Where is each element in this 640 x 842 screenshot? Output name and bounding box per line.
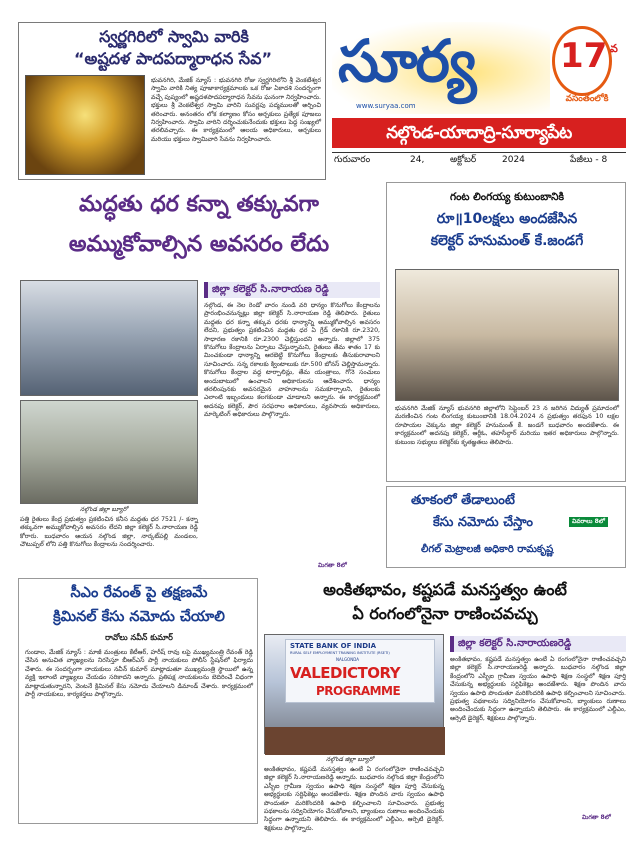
story-msp-body-bottom: పత్తి రైతులు కేంద్ర ప్రభుత్వం ప్రకటించిన కనీస మద్దతు ధర 7521 /- కన్నా తక్కువగా అమ్ముకోవాల్సిన అవసరం లేదని జిల్లా కలెక్టర్ సి.నారాయణ రెడ్డి కోరారు. బుధవారం ఆయన నల్గొండ జిల్లా, నార్కట్‌పల్లి మండలం, చౌటుప్పల్ లోని పత్తి కొనుగోలు కేంద్రాలను సందర్శించారు.: [20, 516, 198, 549]
story-dedication-body-left: అంకితభావం, కష్టపడే మనస్తత్వం ఉంటే ఏ రంగంలోనైనా రాణించవచ్చని జిల్లా కలెక్టర్ సి.నారాయణరెడ్డి అన్నారు. బుధవారం నల్గొండ జిల్లా కేంద్రంలోని ఎస్బీఐ గ్రామీణ స్వయం ఉపాధి శిక్షణ సంస్థలో శిక్షణ పూర్తి చేసుకున్న అభ్యర్థులకు సర్టిఫికెట్లు అందజేశారు. శిక్షణ పొందిన వారు స్వయం ఉపాధి పొందుతూ మరికొందరికి ఉపాధి కల్పించాలని సూచించారు. ప్రభుత్వ పథకాలను సద్వినియోగం చేసుకోవాలని, బ్యాంకులు రుణాలు అందించేందుకు సిద్ధంగా ఉన్నాయని తెలిపారు. ఈ కార్యక్రమంలో ఎల్డీఎం, ఆర్సెటి డైరెక్టర్, శిక్షకులు పాల్గొన్నారు.: [264, 766, 444, 832]
story-cheque-headline-3: కలెక్టర్ హనుమంత్ కే.జండగే: [430, 233, 584, 249]
anniversary-badge: [552, 26, 624, 112]
story-msp-headline-1: మద్ధతు ధర కన్నా తక్కువగా: [79, 192, 319, 217]
story-msp-body: నల్గొండ, ఈ నెల రెండో వారం నుండి వరి ధాన్యం కొనుగోలు కేంద్రాలను ప్రారంభించనున్నట్లు జిల్లా కలెక్టర్ సి.నారాయణ రెడ్డి తెలిపారు. రైతులు మద్దతు ధర కన్నా తక్కువ ధరకు ధాన్యాన్ని అమ్ముకోవాల్సిన అవసరం లేదని, ప్రభుత్వం ప్రకటించిన మద్దతు ధర ఏ గ్రేడ్ రకానికి రూ.2320, సాధారణ రకానికి రూ.2300 చెల్లిస్తుందని అన్నారు. జిల్లాలో 375 కొనుగోలు కేంద్రాలను ఏర్పాటు చేస్తున్నామని, రైతులు తేమ శాతం 17 కు మించకుండా ధాన్యాన్ని ఆరబెట్టి కొనుగోలు కేంద్రాలకు తీసుకురావాలని సూచించారు. సన్న రకాలకు క్వింటాలుకు రూ.500 బోనస్ చెల్లిస్తామన్నారు. కొనుగోలు కేంద్రాల వద్ద టార్పాలిన్లు, తేమ యంత్రాలు, గోనె సంచులు అందుబాటులో ఉంచాలని అధికారులను ఆదేశించారు. ధాన్యం తరలింపునకు అవసరమైన వాహనాలను సమకూర్చాలని, రైతులకు ఎలాంటి ఇబ్బందులు కలగకుండా చూడాలని అన్నారు. ఈ కార్యక్రమంలో అదనపు కలెక్టర్, పౌర సరఫరాల అధికారులు, వ్యవసాయ అధికారులు, మార్కెటింగ్ అధికారులు పాల్గొన్నారు.: [204, 302, 380, 419]
story-cm-byline: రావోలు నవీన్ కుమార్: [105, 633, 173, 642]
anniversary-text: వసంతంలోకి: [565, 94, 609, 104]
story-dedication-body: అంకితభావం, కష్టపడే మనస్తత్వం ఉంటే ఏ రంగంలోనైనా రాణించవచ్చని జిల్లా కలెక్టర్ సి.నారాయణరెడ్డి అన్నారు. బుధవారం నల్గొండ జిల్లా కేంద్రంలోని ఎస్బీఐ గ్రామీణ స్వయం ఉపాధి శిక్షణ సంస్థలో శిక్షణ పూర్తి చేసుకున్న అభ్యర్థులకు సర్టిఫికెట్లు అందజేశారు. శిక్షణ పొందిన వారు స్వయం ఉపాధి పొందుతూ మరికొందరికి ఉపాధి కల్పించాలని సూచించారు. ప్రభుత్వ పథకాలను సద్వినియోగం చేసుకోవాలని, బ్యాంకులు రుణాలు అందించేందుకు సిద్ధంగా ఉన్నాయని తెలిపారు. ఈ కార్యక్రమంలో ఎల్డీఎం, ఆర్సెటి డైరెక్టర్, శిక్షకులు పాల్గొన్నారు.: [450, 656, 626, 722]
story-swamy-headline-1: స్వర్ణగిరిలో స్వామి వారికి: [99, 27, 249, 46]
anniversary-suffix: వ: [610, 42, 618, 55]
story-cm: [18, 578, 258, 824]
date-month: అక్టోబర్: [450, 155, 477, 165]
masthead-website: www.suryaa.com: [356, 102, 416, 110]
banner-line-3: NALGONDA: [336, 657, 359, 662]
story-weights-byline: లీగల్ మెట్రాలజీ అధికారి రామకృష్ణ: [421, 544, 554, 555]
story-dedication: [264, 574, 626, 832]
story-msp-more[interactable]: మిగతా 8లో: [318, 562, 347, 569]
story-weights: [386, 486, 626, 568]
banner-line-1: STATE BANK OF INDIA: [290, 642, 377, 650]
story-dedication-photo-caption: నల్గొండ జిల్లా బ్యూరో: [326, 756, 374, 763]
story-cheque-headline-1: గంట లింగయ్య కుటుంబానికి: [449, 191, 565, 203]
masthead: [330, 22, 626, 170]
masthead-name: సూర్య: [338, 27, 475, 95]
meeting-photo-1: [20, 280, 198, 396]
story-swamy: [18, 22, 326, 180]
story-cm-headline-2: క్రిమినల్ కేసు నమోదు చేయాలి: [53, 609, 225, 625]
cheque-handover-photo: [395, 269, 619, 401]
date-line: [332, 152, 626, 168]
meeting-photo-2: [20, 400, 198, 504]
story-dedication-more[interactable]: మిగతా 8లో: [582, 814, 611, 821]
story-cheque: [386, 182, 626, 482]
date-year: 2024: [502, 155, 525, 165]
stage-table: [265, 727, 445, 755]
story-msp-headline-2: అమ్ముకోవాల్సిన అవసరం లేదు: [68, 232, 330, 257]
date-day: 24,: [410, 155, 425, 165]
temple-photo: [25, 75, 145, 175]
story-msp: [18, 182, 380, 576]
story-msp-byline: జిల్లా కలెక్టర్ సి.నారాయణ రెడ్డి: [204, 282, 380, 298]
story-dedication-headline-2: ఏ రంగంలోనైనా రాణించవచ్చు: [352, 604, 538, 623]
date-day-name: గురువారం: [334, 155, 371, 165]
page-count: పేజీలు - 8: [570, 155, 608, 165]
story-msp-photo-caption-2: నల్గొండ జిల్లా బ్యూరో: [80, 506, 128, 513]
banner-title-1: VALEDICTORY: [290, 664, 401, 682]
banner-title-2: PROGRAMME: [316, 684, 401, 698]
anniversary-number: 17: [560, 36, 608, 76]
edition-banner: నల్గొండ-యాదాద్రి-సూర్యాపేట: [332, 118, 626, 148]
valedictory-photo: [264, 634, 444, 754]
story-cheque-headline-2: రూ॥10లక్షలు అందజేసిన: [436, 211, 578, 227]
story-weights-headline-1: తూకంలో తేడాలుంటే: [411, 493, 515, 508]
story-swamy-body: భువనగిరి, మేజిక్ న్యూస్ : భువనగిరి రోజు స్వర్ణగిరిలోని శ్రీ వెంకటేశ్వర స్వామి వారికి నిత్య పూజాకార్యక్రమాలకు ఒక రోజు ఏకాదశి సందర్భంగా వచ్చే పుష్యంలో అష్టదళపాదపద్మారాధన సేవను ఘనంగా నిర్వహించారు. భక్తులు శ్రీ వెంకటేశ్వర స్వామి వారిని సువర్ణపు పద్మములతో అర్చించి తరించారు. అనంతరం లోక కల్యాణం కోసం అర్చకులు ప్రత్యేక పూజలు నిర్వహించారు. స్వామి వారిని దర్శించుకునేందుకు భక్తులు పెద్ద సంఖ్యలో తరలివచ్చారు. ఈ కార్యక్రమంలో ఆలయ అధికారులు, అర్చకులు మరియు భక్తులు స్వామివారి సేవను నిర్వహించారు.: [151, 77, 321, 143]
story-dedication-headline-1: అంకితభావం, కష్టపడే మనస్తత్వం ఉంటే: [323, 580, 567, 599]
story-cm-headline-1: సీఎం రేవంత్ పై తక్షణమే: [70, 585, 208, 601]
story-cm-body: గుండాల, మేజిక్ న్యూస్ : మాజీ మంత్రులు కేటీఆర్, హరీష్ రావు లపై ముఖ్యమంత్రి రేవంత్ రెడ్డి చేసిన అనుచిత వ్యాఖ్యలను నిరసిస్తూ బీఆర్ఎస్ పార్టీ నాయకులు పోలీస్ స్టేషన్‌లో ఫిర్యాదు చేశారు. ఈ సందర్భంగా నాయకులు నవీన్ కుమార్ మాట్లాడుతూ ముఖ్యమంత్రి స్థాయిలో ఉన్న వ్యక్తి ఇలాంటి వ్యాఖ్యలు చేయడం సరికాదని అన్నారు. ప్రతిపక్ష నాయకులను బెదిరించే విధంగా మాట్లాడుతున్నారని, వెంటనే క్రిమినల్ కేసు నమోదు చేయాలని డిమాండ్ చేశారు. కార్యక్రమంలో పార్టీ నాయకులు, కార్యకర్తలు పాల్గొన్నారు.: [25, 649, 253, 699]
banner-sbi: [285, 639, 435, 703]
story-dedication-byline: జిల్లా కలెక్టర్ సి.నారాయణరెడ్డి: [450, 636, 626, 652]
story-swamy-headline-2: “అష్టదళ పాదపద్మారాధన సేవ”: [74, 49, 272, 68]
banner-line-2: RURAL SELF EMPLOYMENT TRAINING INSTITUTE (RSETI): [290, 651, 390, 655]
story-weights-tag[interactable]: వివరాలు 8లో: [569, 517, 608, 527]
masthead-logo-block: [332, 22, 550, 114]
story-weights-headline-2: కేసు నమోదు చేస్తాం: [433, 515, 533, 530]
story-cheque-body: భువనగిరి మేజిక్ న్యూస్ భువనగిరి జిల్లాలోని సెప్టెంబర్ 23 న జరిగిన విద్యుత్ ప్రమాదంలో మరణించిన గంట లింగయ్య కుటుంబానికి 18.04.2024 న ప్రభుత్వం తరఫున 10 లక్షల రూపాయల చెక్కును జిల్లా కలెక్టర్ హనుమంత్ కే. జండగే బుధవారం అందజేశారు. ఈ కార్యక్రమంలో అదనపు కలెక్టర్, ఆర్డీఓ, తహసీల్దార్ మరియు ఇతర అధికారులు పాల్గొన్నారు. కుటుంబ సభ్యులు కలెక్టర్‌కు కృతజ్ఞతలు తెలిపారు.: [395, 405, 619, 446]
